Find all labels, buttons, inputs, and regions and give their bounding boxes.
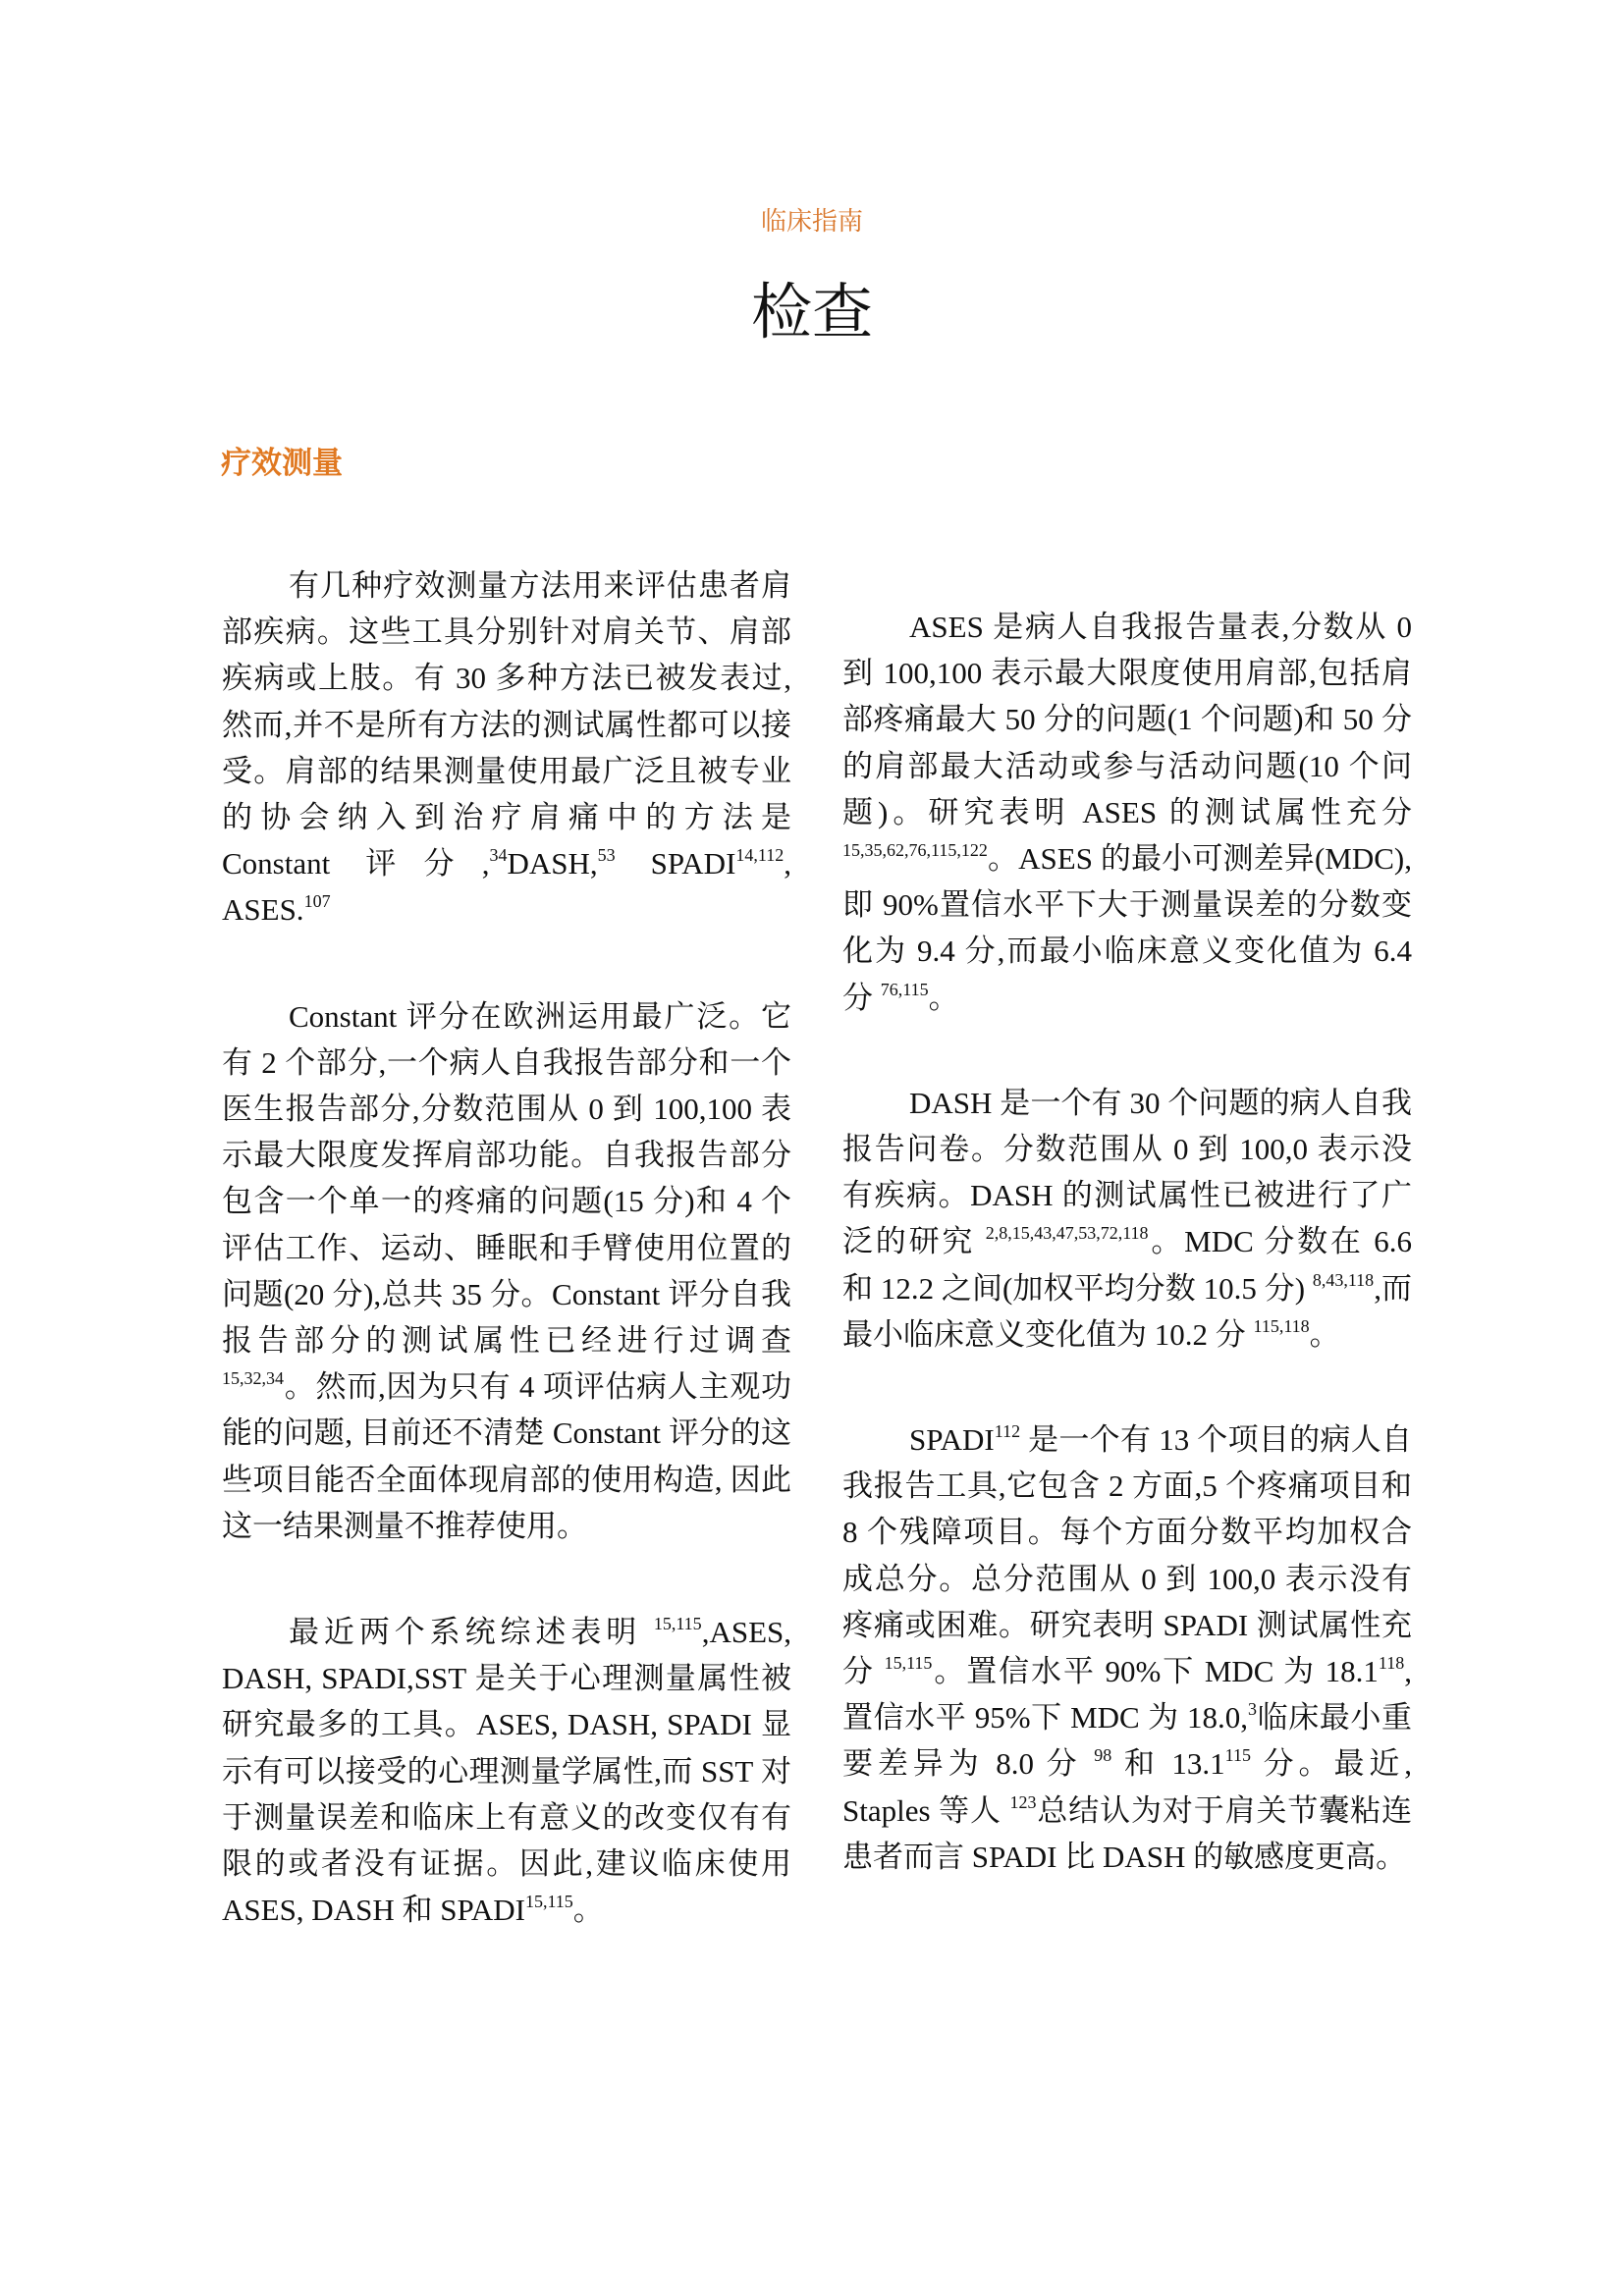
text-run: 分。最近, Staples 等人 (842, 1746, 1413, 1828)
citation-superscript: 112 (994, 1421, 1021, 1442)
paragraph-systematic-reviews (222, 1609, 791, 1933)
page-title: 检查 (750, 276, 873, 347)
citation-superscript: 34 (489, 845, 508, 866)
citation-superscript: 123 (1009, 1791, 1037, 1812)
paragraph-dash (842, 1080, 1412, 1358)
text-run: 。然而,因为只有 4 项评估病人主观功能的问题, 目前还不清楚 Constant 评分的这些项目能否全面体现肩部的使用构造, 因此这一结果测量不推荐使用。 (222, 1369, 791, 1543)
citation-superscript: 98 (1094, 1745, 1112, 1766)
text-run: 有几种疗效测量方法用来评估患者肩部疾病。这些工具分别针对肩关节、肩部疾病或上肢。有 30 多种方法已被发表过,然而,并不是所有方法的测试属性都可以接受。肩部的结果测量使用最广泛且被专业的协会纳入到治疗肩痛中的方法是 Constant 评分, (222, 568, 791, 881)
text-column-right (842, 604, 1412, 1880)
text-run: DASH, (507, 846, 598, 881)
paragraph-spadi (842, 1416, 1412, 1880)
text-run: , ASES. (222, 846, 791, 928)
text-run: 总结认为对于肩关节囊粘连患者而言 SPADI 比 DASH 的敏感度更高。 (842, 1792, 1412, 1874)
paragraph-outcome-measures-intro (222, 562, 791, 934)
text-run: Constant 评分在欧洲运用最广泛。它有 2 个部分,一个病人自我报告部分和一个医生报告部分,分数范围从 0 到 100,100 表示最大限度发挥肩部功能。自我报告部分包含一个单一的疼痛的问题(15 分)和 4 个评估工作、运动、睡眠和手臂使用位置的问题(20 分),总共 35 分。Constant 评分自我报告部分的测试属性已经进行过调查 (222, 998, 791, 1359)
citation-superscript: 76,115 (880, 979, 929, 999)
text-run: ,置信水平 95%下 MDC 为 18.0, (842, 1654, 1413, 1735)
text-run: SPADI (909, 1422, 995, 1458)
text-run: 。MDC 分数在 6.6 和 12.2 之间(加权平均分数 10.5 分) (842, 1224, 1412, 1306)
text-run: 。ASES 的最小可测差异(MDC),即 90%置信水平下大于测量误差的分数变化为 9.4 分,而最小临床意义变化值为 6.4 分 (842, 841, 1412, 1015)
text-run: ASES 是病人自我报告量表,分数从 0 到 100,100 表示最大限度使用肩部,包括肩部疼痛最大 50 分的问题(1 个问题)和 50 分的肩部最大活动或参与活动问题(10 个问题)。研究表明 ASES 的测试属性充分 (842, 610, 1412, 829)
text-run: 。 (928, 980, 959, 1015)
citation-superscript: 15,115 (884, 1653, 933, 1674)
citation-superscript: 8,43,118 (1312, 1269, 1375, 1290)
citation-superscript: 115,118 (1253, 1315, 1310, 1336)
text-run: 。置信水平 90%下 MDC 为 18.1 (932, 1654, 1379, 1689)
citation-superscript: 15,115 (653, 1614, 702, 1634)
citation-superscript: 15,115 (524, 1892, 573, 1912)
citation-superscript: 15,32,34 (222, 1368, 284, 1389)
text-run: ,ASES, DASH, SPADI,SST 是关于心理测量属性被研究最多的工具。ASES, DASH, SPADI 显示有可以接受的心理测量学属性,而 SST 对于测量误差和临床上有意义的改变仅有有限的或者没有证据。因此,建议临床使用 ASES, DASH 和 SPADI (222, 1615, 791, 1928)
citation-superscript: 14,112 (735, 845, 785, 866)
text-run: 。 (1309, 1316, 1340, 1352)
citation-superscript: 3 (1248, 1699, 1258, 1720)
text-run: 和 13.1 (1111, 1746, 1225, 1782)
paragraph-constant-score (222, 993, 791, 1549)
text-run: 最近两个系统综述表明 (289, 1615, 654, 1650)
citation-superscript: 2,8,15,43,47,53,72,118 (985, 1223, 1149, 1244)
text-run: 。 (572, 1893, 604, 1928)
citation-superscript: 107 (303, 891, 331, 912)
citation-superscript: 115 (1224, 1745, 1251, 1766)
section-title: 疗效测量 (221, 446, 343, 481)
text-run: 临床最小重要差异为 8.0 分 (842, 1700, 1412, 1782)
text-run: DASH 是一个有 30 个问题的病人自我报告问卷。分数范围从 0 到 100,0 表示没有疾病。DASH 的测试属性已被进行了广泛的研究 (842, 1085, 1412, 1259)
text-run: ,而最小临床意义变化值为 10.2 分 (842, 1270, 1412, 1352)
citation-superscript: 118 (1378, 1653, 1405, 1674)
running-header-label: 临床指南 (760, 207, 863, 237)
citation-superscript: 53 (597, 845, 616, 866)
paragraph-ases (842, 604, 1412, 1021)
text-run: SPADI (615, 846, 736, 881)
citation-superscript: 15,35,62,76,115,122 (842, 840, 988, 861)
text-column-left (222, 562, 791, 1933)
text-run: 是一个有 13 个项目的病人自我报告工具,它包含 2 方面,5 个疼痛项目和 8 个残障项目。每个方面分数平均加权合成总分。总分范围从 0 到 100,0 表示没有疼痛或困难。研究表明 SPADI 测试属性充分 (842, 1422, 1412, 1689)
